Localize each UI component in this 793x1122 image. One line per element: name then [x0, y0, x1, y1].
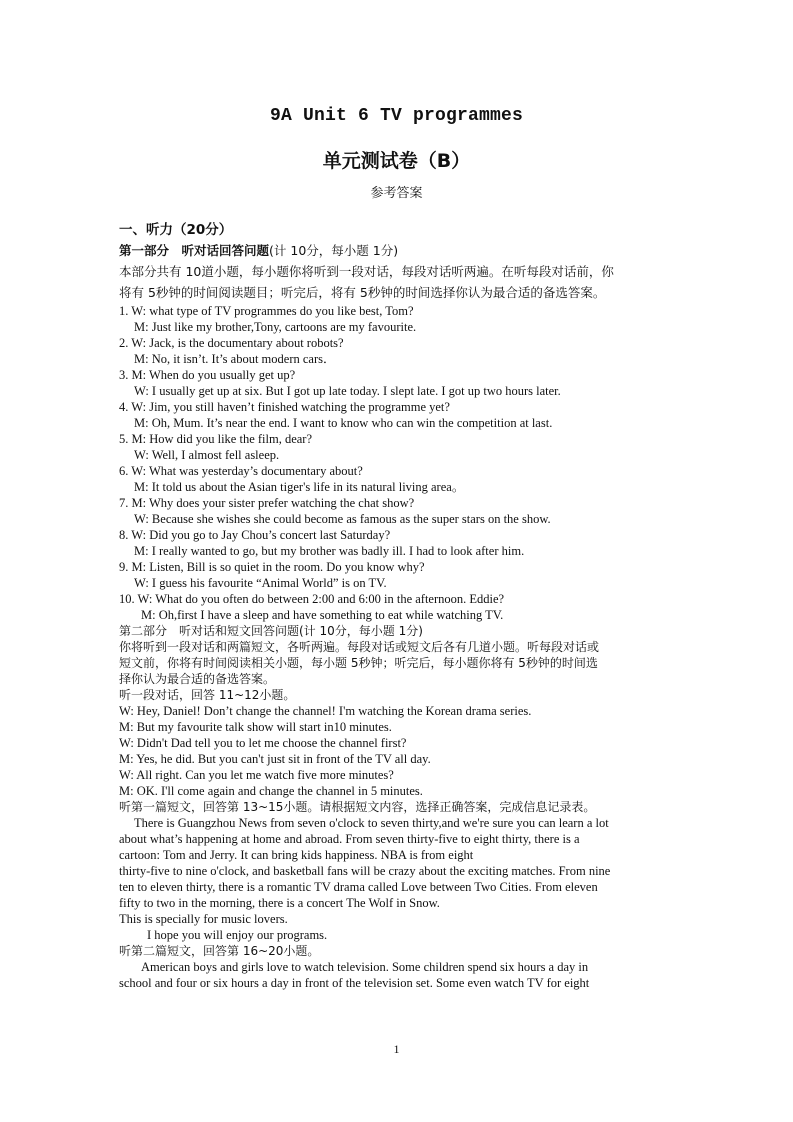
dialogue-line: M: OK. I'll come again and change the channel in 5 minutes. — [119, 784, 423, 798]
passage-line: ten to eleven thirty, there is a romantic TV drama called Love between Two Cities. From eleven — [119, 880, 598, 894]
part2-intro-line: 短文前，你将有时间阅读相关小题，每小题 5秒钟；听完后，每小题你将有 5秒钟的时间选 — [119, 656, 598, 670]
question-line: 7. M: Why does your sister prefer watching the chat show? — [119, 496, 415, 510]
answer-line: M: Oh,first I have a sleep and have something to eat while watching TV. — [141, 608, 504, 622]
passage-line: American boys and girls love to watch television. Some children spend six hours a day in — [141, 960, 589, 974]
part2-heading: 第二部分 听对话和短文回答问题(计 10分，每小题 1分) — [119, 624, 423, 638]
dialogue-heading: 听一段对话，回答 11~12小题。 — [119, 688, 296, 702]
answer-line: W: I guess his favourite “Animal World” is on TV. — [134, 576, 387, 590]
question-line: 8. W: Did you go to Jay Chou’s concert last Saturday? — [119, 528, 391, 542]
answer-line: W: Because she wishes she could become as famous as the super stars on the show. — [134, 512, 551, 526]
passage-line: about what’s happening at home and abroad. From seven thirty-five to eight thirty, there is a — [119, 832, 580, 846]
part1-score: (计 10分，每小题 1分) — [269, 243, 399, 258]
dialogue-line: W: Didn't Dad tell you to let me choose the channel first? — [119, 736, 407, 750]
passage-line: There is Guangzhou News from seven o'clock to seven thirty,and we're sure you can learn a lot — [134, 816, 609, 830]
question-line: 6. W: What was yesterday’s documentary about? — [119, 464, 363, 478]
answer-line: W: I usually get up at six. But I got up late today. I slept late. I got up two hours later. — [134, 384, 561, 398]
dialogue-line: W: Hey, Daniel! Don’t change the channel! I'm watching the Korean drama series. — [119, 704, 532, 718]
question-line: 9. M: Listen, Bill is so quiet in the room. Do you know why? — [119, 560, 425, 574]
answer-line: W: Well, I almost fell asleep. — [134, 448, 280, 462]
question-line: 5. M: How did you like the film, dear? — [119, 432, 313, 446]
passage1 — [119, 815, 679, 943]
part1-label: 第一部分 听对话回答问题 — [119, 243, 270, 258]
passage-line: school and four or six hours a day in front of the television set. Some even watch TV for eight — [119, 976, 590, 990]
answer-line: M: It told us about the Asian tiger's life in its natural living area。 — [134, 480, 465, 494]
dialogue-line: M: Yes, he did. But you can't just sit in front of the TV all day. — [119, 752, 431, 766]
section-heading-listening: 一、听力（20分） — [119, 222, 233, 238]
answer-line: M: No, it isn’t. It’s about modern cars． — [134, 352, 336, 366]
answer-line: M: I really wanted to go, but my brother was badly ill. I had to look after him. — [134, 544, 525, 558]
dialogue-line: M: But my favourite talk show will start in10 minutes. — [119, 720, 392, 734]
passage-line: thirty-five to nine o'clock, and basketball fans will be crazy about the exciting matches. From nine — [119, 864, 611, 878]
passage-line: I hope you will enjoy our programs. — [147, 928, 328, 942]
answer-line: M: Oh, Mum. It’s near the end. I want to know who can win the competition at last. — [134, 416, 553, 430]
part1-intro-line: 将有 5秒钟的时间阅读题目；听完后，将有 5秒钟的时间选择你认为最合适的备选答案。 — [119, 285, 606, 300]
passage-line: This is specially for music lovers. — [119, 912, 288, 926]
passage-line: cartoon: Tom and Jerry. It can bring kids happiness. NBA is from eight — [119, 848, 474, 862]
part1-heading — [119, 241, 679, 261]
passage-line: fifty to two in the morning, there is a concert The Wolf in Snow. — [119, 896, 440, 910]
question-line: 1. W: what type of TV programmes do you like best, Tom? — [119, 304, 414, 318]
question-line: 4. W: Jim, you still haven’t finished watching the programme yet? — [119, 400, 450, 414]
part2-intro-line: 择你认为最合适的备选答案。 — [119, 672, 276, 686]
document-body — [119, 220, 679, 991]
question-line: 3. M: When do you usually get up? — [119, 368, 296, 382]
page-number: 1 — [393, 1042, 400, 1056]
document-title-chinese: 单元测试卷（B） — [322, 150, 471, 172]
question-line: 2. W: Jack, is the documentary about robots? — [119, 336, 344, 350]
question-line: 10. W: What do you often do between 2:00 and 6:00 in the afternoon. Eddie? — [119, 592, 505, 606]
document-subtitle: 参考答案 — [370, 186, 423, 201]
part1-dialogues — [119, 303, 679, 623]
document-title-english: 9A Unit 6 TV programmes — [269, 106, 524, 126]
answer-line: M: Just like my brother,Tony, cartoons are my favourite. — [134, 320, 417, 334]
passage2 — [119, 959, 679, 991]
dialogue-line: W: All right. Can you let me watch five more minutes? — [119, 768, 394, 782]
passage2-heading: 听第二篇短文，回答第 16~20小题。 — [119, 944, 320, 958]
part2-dialogue — [119, 703, 679, 799]
part2-intro-line: 你将听到一段对话和两篇短文，各听两遍。每段对话或短文后各有几道小题。听每段对话或 — [119, 640, 600, 654]
passage1-heading: 听第一篇短文，回答第 13~15小题。请根据短文内容，选择正确答案，完成信息记录表。 — [119, 800, 596, 814]
part1-intro-line: 本部分共有 10道小题，每小题你将听到一段对话，每段对话听两遍。在听每段对话前，你 — [119, 264, 614, 279]
